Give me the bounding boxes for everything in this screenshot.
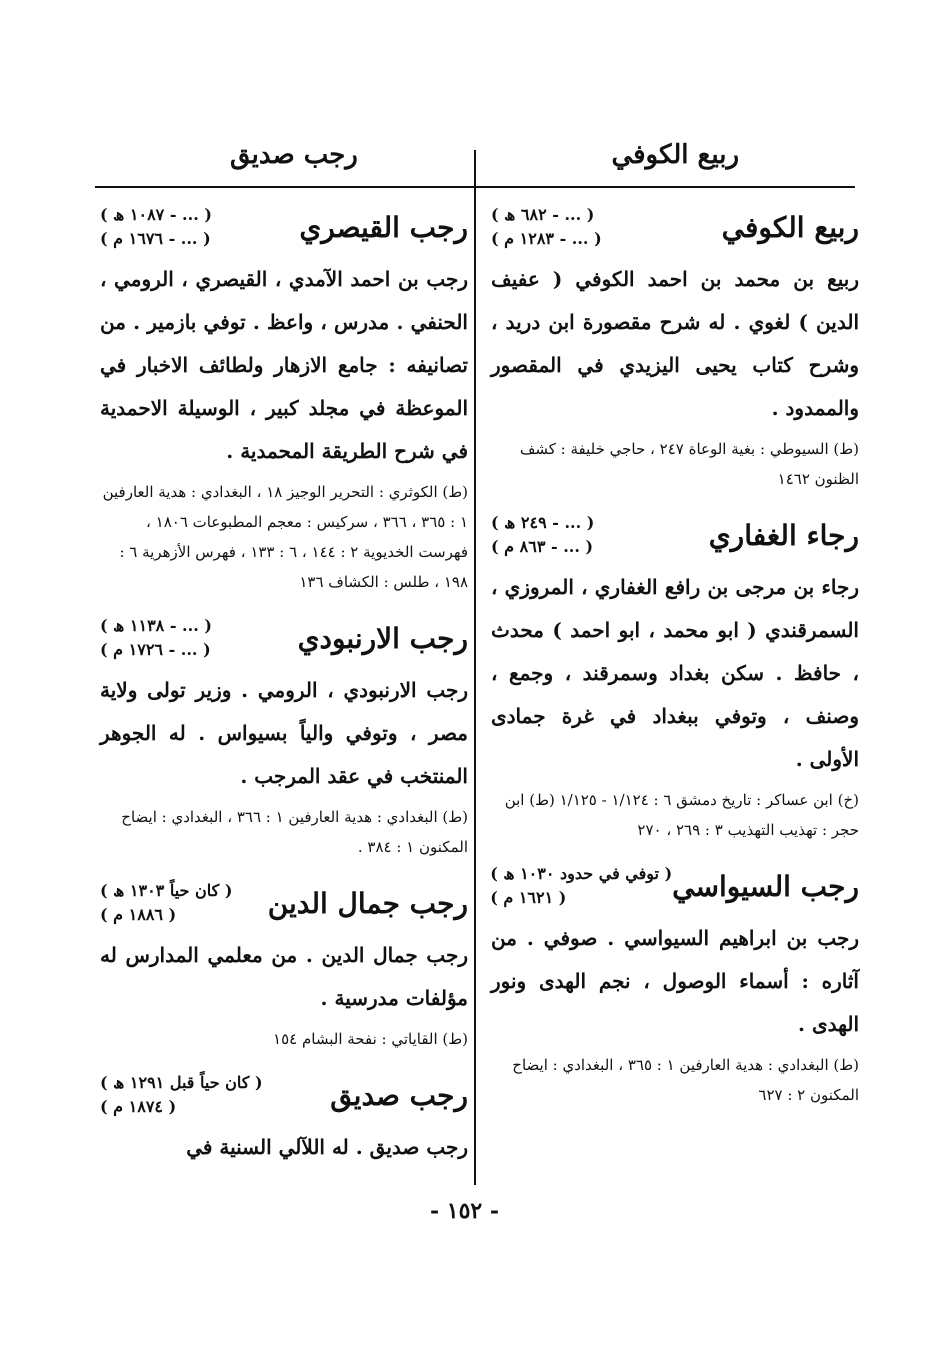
entry-raja-alghifari [491, 504, 859, 845]
entry-name: رجب الارنبودي [297, 621, 468, 655]
entry-references: (ط) البغدادي : هدية العارفين ١ : ٣٦٦ ، البغدادي : ايضاح المكنون ١ : ٣٨٤ . [121, 808, 468, 856]
entry-rajab-siddiq [100, 1064, 468, 1169]
entry-header [491, 504, 859, 566]
gregorian-date: ( ... - ١٦٧٦ م ) [100, 229, 211, 248]
hijri-date: ( كان حياً قبل ١٢٩١ ھ ) [100, 1073, 263, 1092]
entry-references: (ط) السيوطي : بغية الوعاة ٢٤٧ ، حاجي خليفة : كشف الظنون ١٤٦٢ [519, 440, 859, 488]
entry-body: رجاء بن مرجى بن رافع الغفاري ، المروزي ، السمرقندي ( ابو محمد ، ابو احمد ) محدث ، حافظ . سكن بغداد وسمرقند ، وجمع ، وصنف ، وتوفي ببغداد في غرة جمادى الأولى . [491, 575, 859, 771]
entry-references: (ط) الكوثري : التحرير الوجيز ١٨ ، البغدادي : هدية العارفين ١ : ٣٦٥ ، ٣٦٦ ، سركيس : معجم المطبوعات ١٨٠٦ ، فهرست الخديوية ٢ : ١٤٤ ، ٦ : ١٣٣ ، فهرس الأزهرية ٦ : ١٩٨ ، طلس : الكشاف ١٣٦ [102, 483, 468, 591]
entry-dates [100, 1071, 263, 1119]
entry-body: رجب صديق . له اللآلي السنية في [186, 1135, 468, 1159]
entry-header [100, 196, 468, 258]
hijri-date: ( ... - ٢٤٩ ھ ) [491, 513, 595, 532]
hijri-date: ( ... - ١٠٨٧ ھ ) [100, 205, 212, 224]
entry-rajab-alsiwasi [491, 855, 859, 1110]
entry-references: (خ) ابن عساكر : تاريخ دمشق ٦ : ١/١٢٤ - ١/١٢٥ (ط) ابن حجر : تهذيب التهذيب ٣ : ٢٦٩ ، ٢٧٠ [504, 791, 859, 839]
gregorian-date: ( ... - ٨٦٣ م ) [491, 537, 594, 556]
entry-header [491, 196, 859, 258]
entry-rajab-alqaysari [100, 196, 468, 597]
entry-header [100, 872, 468, 934]
entry-rajab-jamal-aldin [100, 872, 468, 1054]
gregorian-date: ( ... - ١٢٨٣ م ) [491, 229, 602, 248]
hijri-date: ( توفي في حدود ١٠٣٠ ھ ) [490, 864, 673, 883]
gregorian-date: ( ١٨٧٤ م ) [100, 1097, 177, 1116]
entry-references: (ط) القاياتي : نفحة البشام ١٥٤ [273, 1030, 468, 1048]
entry-body: رجب الارنبودي ، الرومي . وزير تولى ولاية مصر ، وتوفي والياً بسيواس . له الجوهر المنتخب في عقد المرجب . [100, 678, 468, 788]
entry-body: رجب جمال الدين . من معلمي المدارس له مؤلفات مدرسية . [100, 943, 468, 1010]
page-number: - ١٥٢ - [430, 1198, 500, 1224]
entry-header [100, 607, 468, 669]
entry-dates [490, 862, 672, 910]
entry-references: (ط) البغدادي : هدية العارفين ١ : ٣٦٥ ، البغدادي : ايضاح المكنون ٢ : ٦٢٧ [512, 1056, 859, 1104]
entry-rabi-alkufi [491, 196, 859, 494]
gregorian-date: ( ١٨٨٦ م ) [100, 905, 177, 924]
entry-name: رجب السيواسي [672, 869, 859, 903]
entry-name: رجب جمال الدين [267, 886, 468, 920]
entry-rajab-alarnabudi [100, 607, 468, 862]
hijri-date: ( ... - ١١٣٨ ھ ) [100, 616, 212, 635]
hijri-date: ( ... - ٦٨٢ ھ ) [491, 205, 595, 224]
gregorian-date: ( ... - ١٧٢٦ م ) [100, 640, 211, 659]
entry-dates [100, 203, 212, 251]
entry-header [100, 1064, 468, 1126]
entry-name: رجب صديق [330, 1078, 468, 1112]
column-divider [474, 150, 476, 1185]
entry-name: ربيع الكوفي [721, 210, 859, 244]
entry-body: رجب بن ابراهيم السيواسي . صوفي . من آثاره : أسماء الوصول ، نجم الهدى ونور الهدى . [491, 926, 859, 1036]
entry-dates [491, 203, 602, 251]
right-column [491, 196, 859, 1120]
entry-body: ربيع بن محمد بن احمد الكوفي ( عفيف الدين ) لغوي . له شرح مقصورة ابن دريد ، وشرح كتاب يحيى اليزيدي في المقصور والممدود . [491, 267, 859, 420]
running-head-left: رجب صديق [230, 140, 358, 170]
entry-name: رجاء الغفاري [708, 518, 859, 552]
hijri-date: ( كان حياً ١٣٠٣ ھ ) [100, 881, 233, 900]
entry-dates [100, 879, 232, 927]
left-column [100, 196, 468, 1179]
running-head-right: ربيع الكوفي [611, 140, 739, 170]
gregorian-date: ( ١٦٢١ م ) [490, 888, 567, 907]
entry-body: رجب بن احمد الآمدي ، القيصري ، الرومي ، الحنفي . مدرس ، واعظ . توفي بازمير . من تصانيفه : جامع الازهار ولطائف الاخبار في الموعظة في مجلد كبير ، الوسيلة الاحمدية في شرح الطريقة المحمدية . [100, 267, 468, 463]
entry-name: رجب القيصري [299, 210, 468, 244]
entry-dates [491, 511, 594, 559]
entry-dates [100, 614, 212, 662]
entry-header [491, 855, 859, 917]
